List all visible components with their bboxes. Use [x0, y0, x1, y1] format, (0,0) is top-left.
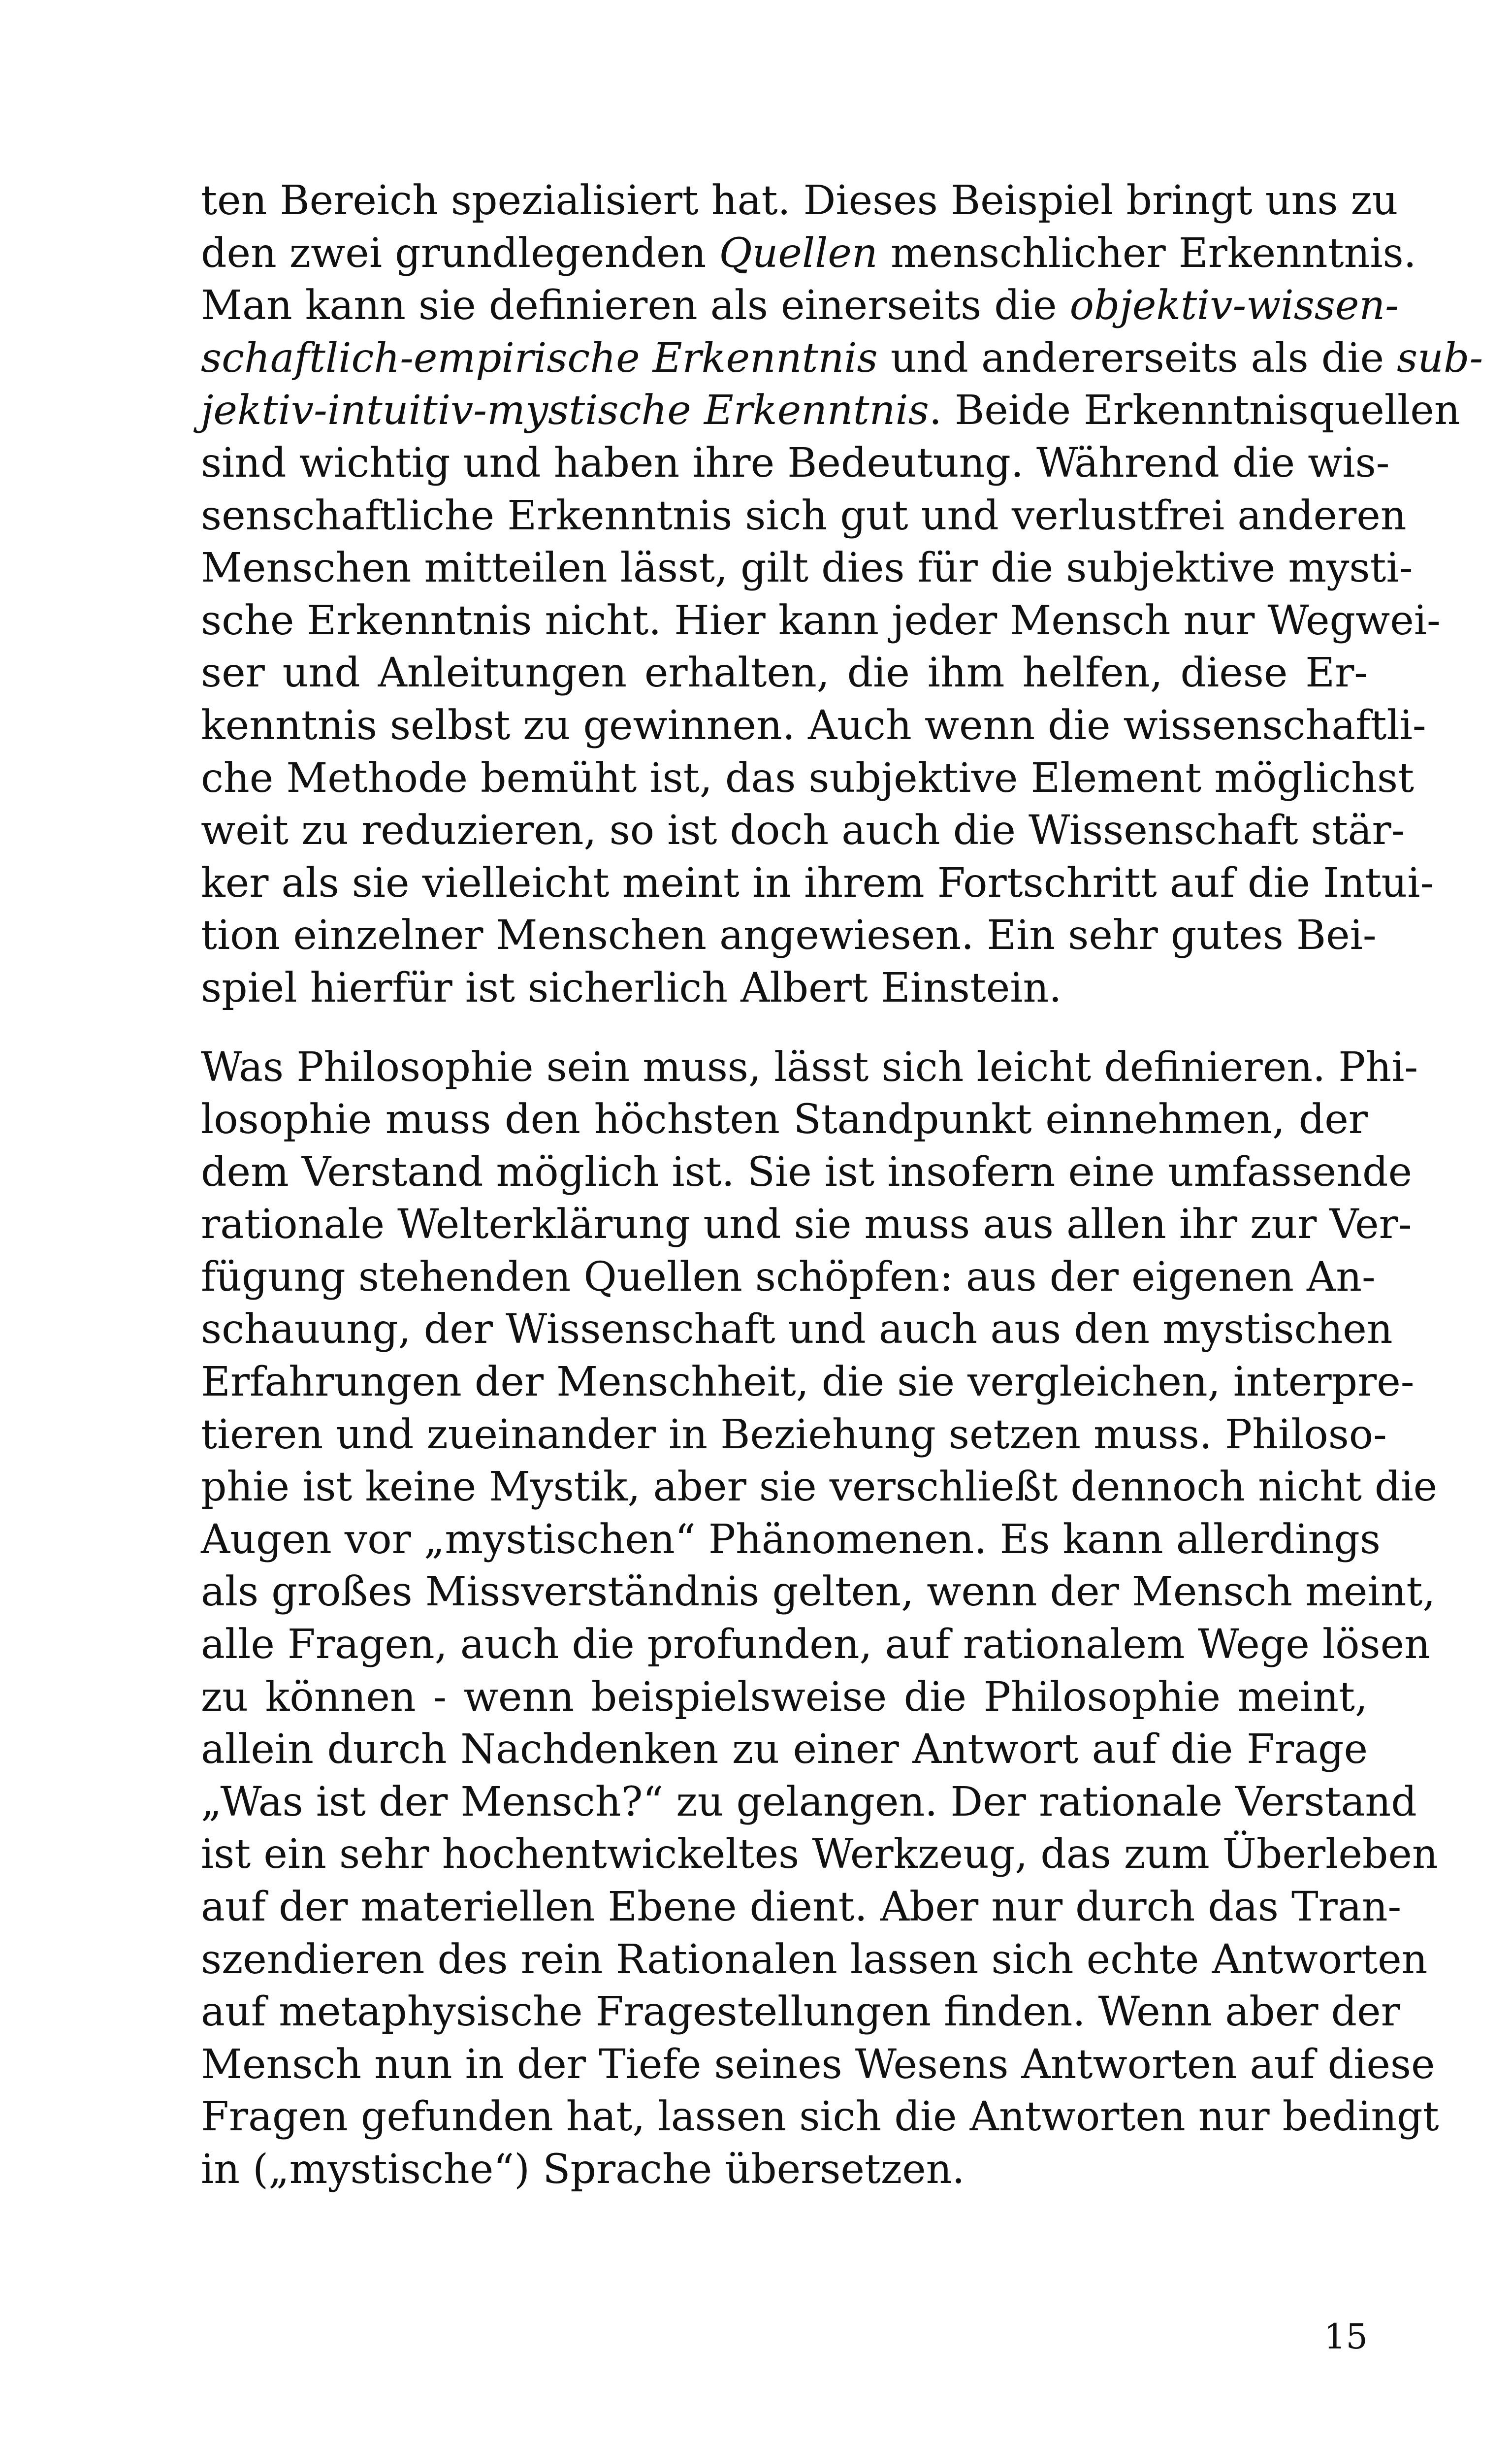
text-run: Fragen gefunden hat, lassen sich die Antworten nur bedingt: [201, 2093, 1439, 2141]
text-line: [201, 175, 1398, 228]
text-line: [201, 1514, 1381, 1566]
text-run: tion einzelner Menschen angewiesen. Ein sehr gutes Bei-: [201, 912, 1377, 959]
text-line: [201, 595, 1441, 648]
italic-term: Quellen: [719, 229, 878, 277]
text-line: [201, 1199, 1412, 1251]
text-run: rationale Welterklärung und sie muss aus allen ihr zur Ver-: [201, 1201, 1412, 1248]
text-line: [201, 1828, 1438, 1881]
text-run: Was Philosophie sein muss, lässt sich leicht definieren. Phi-: [201, 1043, 1418, 1091]
text-run: als großes Missverständnis gelten, wenn der Mensch meint,: [201, 1568, 1436, 1616]
text-line: [201, 280, 1399, 332]
text-run: szendieren des rein Rationalen lassen sich echte Antworten: [201, 1936, 1428, 1983]
text-run: allein durch Nachdenken zu einer Antwort auf die Frage: [201, 1726, 1368, 1773]
text-run: Man kann sie definieren als einerseits die: [201, 282, 1070, 329]
text-line: [201, 752, 1415, 805]
text-run: Mensch nun in der Tiefe seines Wesens Antworten auf diese: [201, 2041, 1435, 2088]
text-line: [201, 1986, 1400, 2039]
italic-term: sub-: [1397, 334, 1483, 382]
text-run: „Was ist der Mensch?“ zu gelangen. Der rationale Verstand: [201, 1778, 1417, 1825]
text-line: [201, 1566, 1436, 1619]
paragraph-gap: [201, 1015, 1368, 1042]
text-line: [201, 1776, 1417, 1829]
text-line: [201, 2091, 1439, 2144]
text-run: sind wichtig und haben ihre Bedeutung. Während die wis-: [201, 439, 1390, 487]
text-line: [201, 1356, 1415, 1409]
text-run: sche Erkenntnis nicht. Hier kann jeder Mensch nur Wegwei-: [201, 597, 1441, 644]
text-line: [201, 700, 1426, 752]
text-run: ist ein sehr hochentwickeltes Werkzeug, das zum Überleben: [201, 1831, 1438, 1878]
text-line: [201, 332, 1483, 385]
text-run: schauung, der Wissenschaft und auch aus den mystischen: [201, 1306, 1393, 1353]
paragraph: [201, 175, 1483, 1015]
text-run: den zwei grundlegenden: [201, 229, 719, 277]
text-run: fügung stehenden Quellen schöpfen: aus der eigenen An-: [201, 1253, 1376, 1301]
text-run: kenntnis selbst zu gewinnen. Auch wenn die wissenschaftli-: [201, 702, 1426, 749]
text-run: alle Fragen, auch die profunden, auf rationalem Wege lösen: [201, 1621, 1430, 1668]
text-run: menschlicher Erkenntnis.: [877, 229, 1416, 277]
text-line: [201, 1094, 1368, 1146]
text-line: [201, 1671, 1368, 1724]
text-line: [201, 910, 1377, 962]
text-line: [201, 1303, 1393, 1356]
text-run: phie ist keine Mystik, aber sie verschließt dennoch nicht die: [201, 1464, 1438, 1511]
text-line: [201, 647, 1368, 700]
text-run: dem Verstand möglich ist. Sie ist insofern eine umfassende: [201, 1148, 1413, 1196]
text-line: [201, 490, 1407, 543]
text-run: ker als sie vielleicht meint in ihrem Fortschritt auf die Intui-: [201, 859, 1434, 907]
text-line: [201, 1881, 1402, 1934]
text-run: . Beide Erkenntnisquellen: [929, 387, 1460, 434]
text-run: in („mystische“) Sprache übersetzen.: [201, 2146, 965, 2193]
text-line: [201, 857, 1434, 910]
text-run: auf metaphysische Fragestellungen finden. Wenn aber der: [201, 1988, 1400, 2036]
text-line: [201, 437, 1390, 490]
text-run: Menschen mitteilen lässt, gilt dies für die subjektive mysti-: [201, 545, 1413, 592]
paragraph: [201, 1042, 1439, 2196]
text-line: [201, 1042, 1418, 1094]
text-line: [201, 1619, 1430, 1671]
text-run: weit zu reduzieren, so ist doch auch die Wissenschaft stär-: [201, 807, 1405, 854]
text-run: ser und Anleitungen erhalten, die ihm helfen, diese Er-: [201, 650, 1368, 697]
text-run: ten Bereich spezialisiert hat. Dieses Beispiel bringt uns zu: [201, 177, 1398, 224]
text-line: [201, 228, 1416, 280]
text-run: und andererseits als die: [877, 334, 1397, 382]
text-run: senschaftliche Erkenntnis sich gut und verlustfrei anderen: [201, 492, 1407, 539]
text-line: [201, 962, 1368, 1015]
text-line: [201, 1146, 1413, 1199]
text-line: [201, 1461, 1438, 1514]
text-run: auf der materiellen Ebene dient. Aber nur durch das Tran-: [201, 1884, 1402, 1930]
body-text: [201, 175, 1483, 2196]
italic-term: schaftlich-empirische Erkenntnis: [201, 334, 878, 382]
text-line: [201, 385, 1460, 437]
text-line: [201, 805, 1405, 857]
italic-term: jektiv-intuitiv-mystische Erkenntnis: [201, 387, 929, 434]
text-line: [201, 542, 1413, 595]
text-line: [201, 1724, 1368, 1776]
text-run: losophie muss den höchsten Standpunkt einnehmen, der: [201, 1096, 1368, 1143]
text-line: [201, 1409, 1387, 1462]
text-run: Augen vor „mystischen“ Phänomenen. Es kann allerdings: [201, 1516, 1381, 1563]
text-run: tieren und zueinander in Beziehung setzen muss. Philoso-: [201, 1411, 1387, 1458]
text-line: [201, 1934, 1428, 1987]
text-run: che Methode bemüht ist, das subjektive Element möglichst: [201, 754, 1415, 802]
text-line: [201, 2144, 1368, 2196]
text-run: zu können - wenn beispielsweise die Philosophie meint,: [201, 1673, 1368, 1721]
text-run: Erfahrungen der Menschheit, die sie vergleichen, interpre-: [201, 1359, 1415, 1406]
italic-term: objektiv-wissen-: [1069, 282, 1399, 329]
text-line: [201, 1251, 1376, 1304]
text-line: [201, 2039, 1435, 2091]
page-number: 15: [1323, 2316, 1368, 2357]
text-run: spiel hierfür ist sicherlich Albert Einstein.: [201, 964, 1062, 1011]
